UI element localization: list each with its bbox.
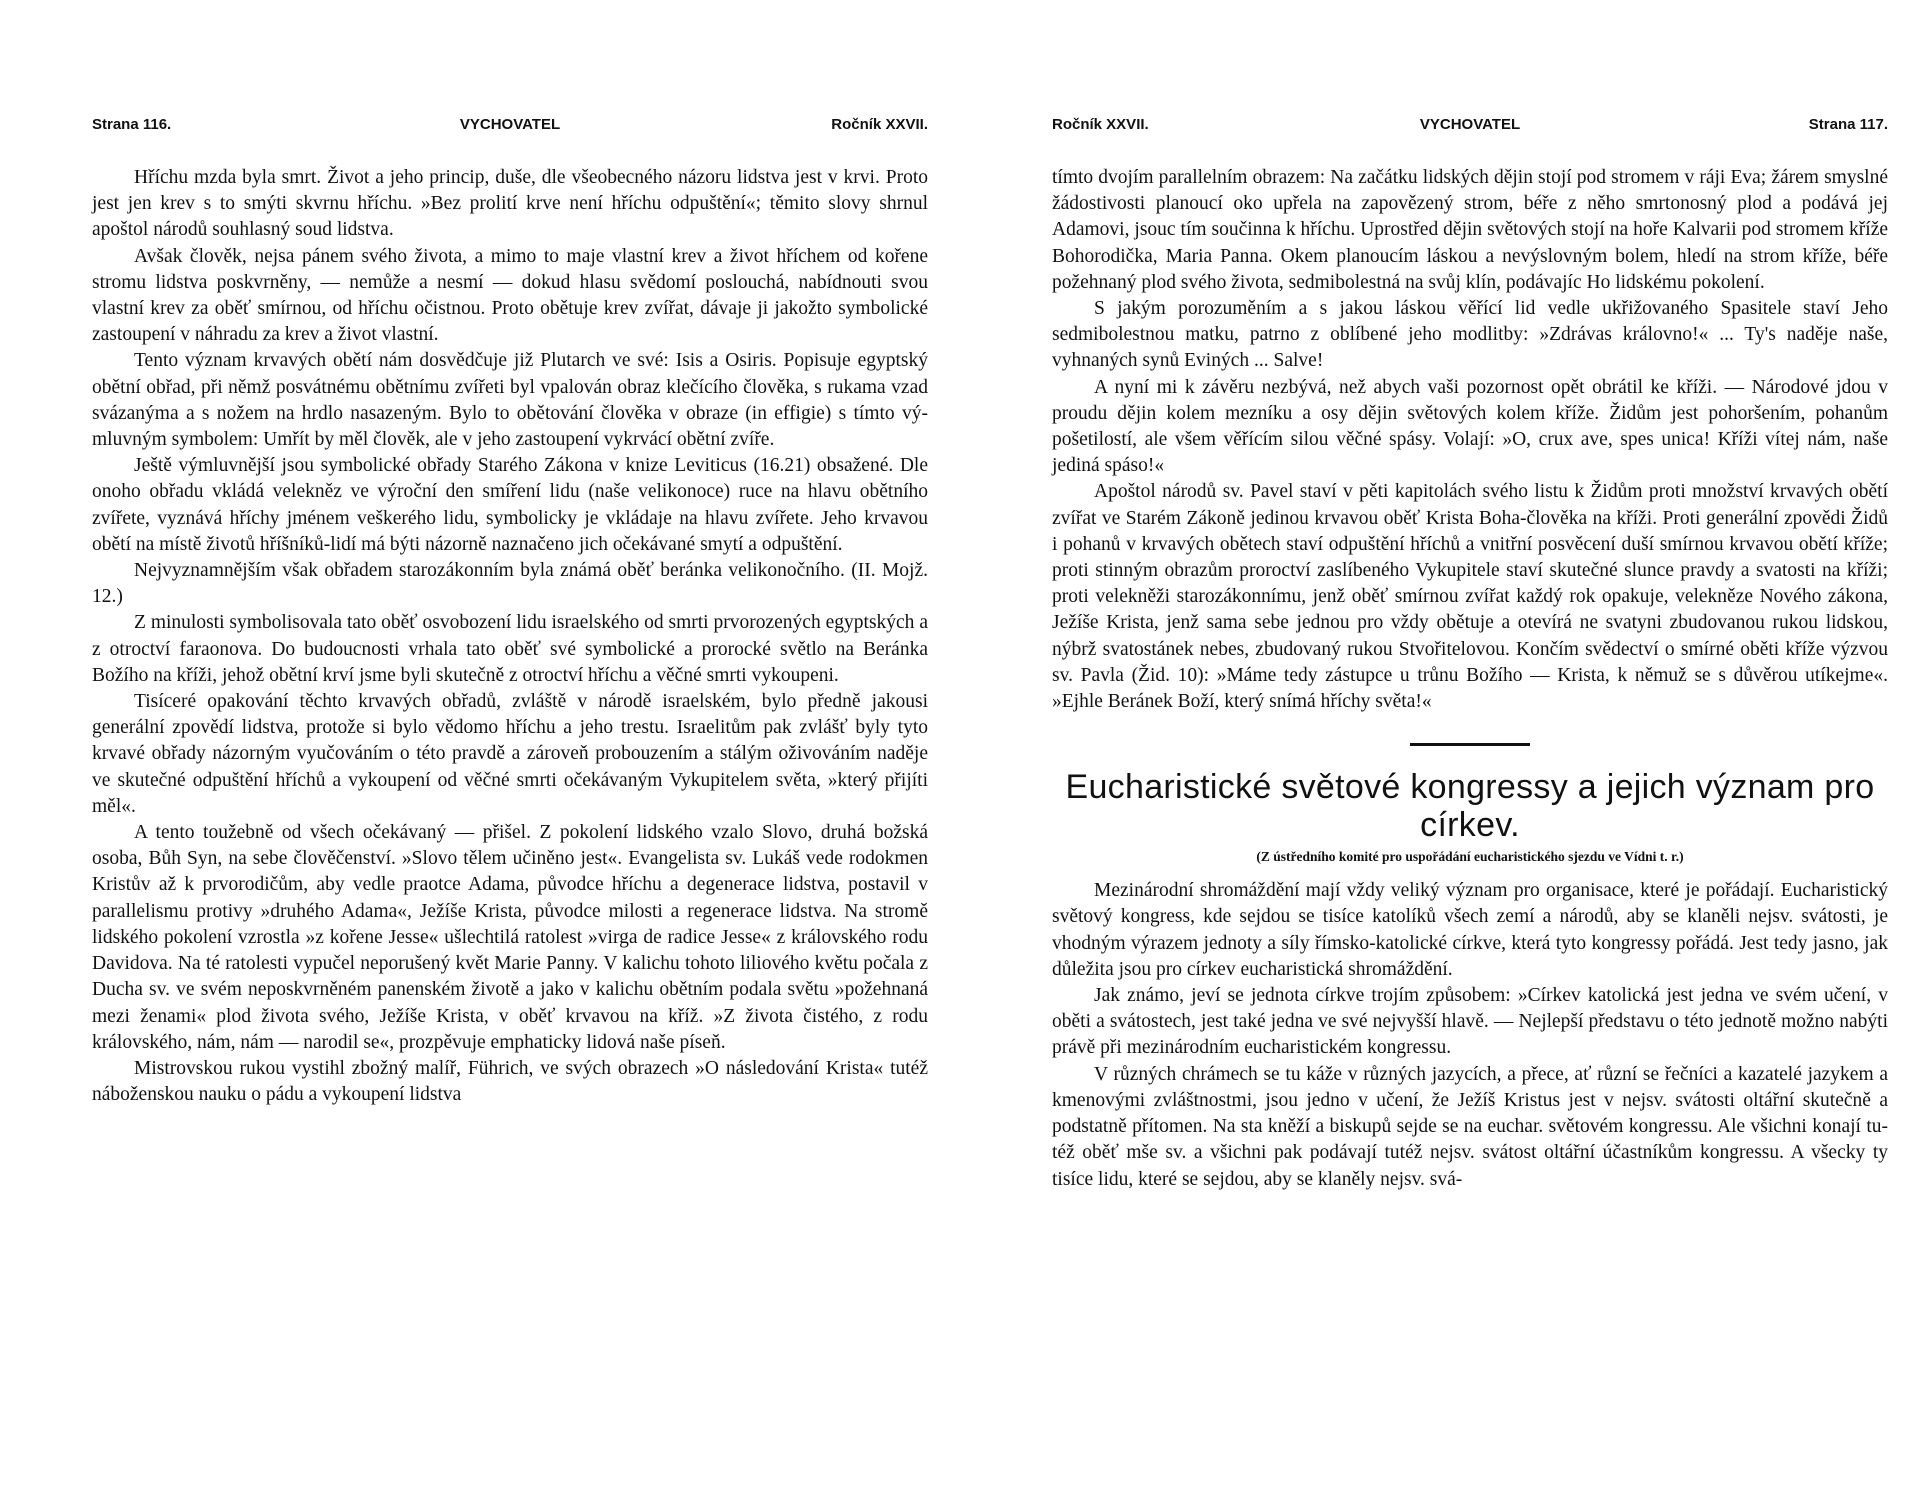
paragraph: Tento význam krvavých obětí nám dosvědčuje již Plutarch ve své: Isis a Osiris. Popisuje egyptský obětní obřad, při němž posvátnému obětnímu zvířeti byl vpalován obraz klečícího člověka, s rukama vzad svázanýma a s nožem na hrdlo nasazeným. Bylo to obětování člověka v obraze (in effigie) s tímto výmluvným symbolem: Umřít by měl člověk, ale v jeho zastoupení vykrvácí obětní zvíře. xyxy=(92,350,928,451)
paragraph: Jak známo, jeví se jednota církve trojím způsobem: »Církev katolická jest jedna ve svém učení, v oběti a svátostech, jest také jedna ve své nejvyšší hlavě. — Nejlepší představu o této jednotě možno nabýti právě při mezinárodním eucharistickém kongressu. xyxy=(1052,985,1888,1059)
running-head-right-page xyxy=(1052,116,1888,138)
article-subtitle: (Z ústředního komité pro uspořádání eucharistického sjezdu ve Vídni t. r.) xyxy=(1256,849,1684,865)
paragraph: Avšak člověk, nejsa pánem svého života, a mimo to maje vlastní krev a život hříchem od kořene stromu lidstva poskvrněny, — nemůže a nesmí — dokud hlasu svědomí poslouchá, nabídnouti svou vlastní krev za oběť smírnou, od hříchu očistnou. Proto obětuje krev zvířat, dávaje ji jakožto symbolické zastoupení v náhradu za krev a život vlastní. xyxy=(92,245,928,346)
volume-label: Ročník XXVII. xyxy=(1052,116,1149,133)
paragraph: A tento toužebně od všech očekávaný — přišel. Z pokolení lidského vzalo Slovo, druhá božská osoba, Bůh Syn, na sebe člověčenství. »Slovo tělem učiněno jest«. Evangelista sv. Lukáš vede rodokmen Kristův až k prvorodičům, aby vedle praotce Adama, původce hříchu a degenerace lidstva, postavil v parallelismu protivy »druhého Adama«, Ježíše Krista, původce milosti a regenerace lidstva. Na stromě lidského pokolení vzrostla »z kořene Jesse« ušlechtilá ratolest »virga de radice Jesse« z královského rodu Davidova. Na té ratolesti vypučel neporušený květ Marie Panny. V kalichu tohoto liliového květu počala z Ducha sv. ve svém neposkvrněném panenském životě a jako v kalichu obětním podala světu »požehnaná mezi ženami« plod života svého, Ježíše Krista, v oběť krvavou na kříž. »Z života čistého, z rodu královského, nám, nám — narodil se«, prozpěvuje emphaticky lidová naše píseň. xyxy=(92,822,928,1053)
paragraph: S jakým porozuměním a s jakou láskou věřící lid vedle ukřižovaného Spasitele staví Jeho sedmibolestnou matku, patrno z oblíbené jeho modlitby: »Zdrávas královno!« ... Ty's naděje naše, vyhnaných synů Eviných ... Salve! xyxy=(1052,298,1888,372)
section-divider xyxy=(1410,743,1530,746)
paragraph: Tisíceré opakování těchto krvavých obřadů, zvláště v národě israelském, bylo předně jakousi generální zpovědí lidstva, protože si bylo vědomo hříchu a jeho trestu. Israelitům pak zvlášť byly tyto krvavé obřady názorným vyučováním o této pravdě a zároveň probouzením a stálým oživováním naděje ve skutečné odpuštění hříchů a vykoupení od věčné smrti očekávaným Vykupitelem světa, »který přijíti měl«. xyxy=(92,691,928,817)
paragraph: Nejvyznamnějším však obřadem starozákonním byla známá oběť beránka velikonočního. (II. Mojž. 12.) xyxy=(92,560,928,608)
left-page xyxy=(70,0,950,1501)
journal-title: VYCHOVATEL xyxy=(459,116,561,133)
article-title: Eucharistické světové kongressy a jejich význam pro církev. xyxy=(1065,768,1875,845)
running-head-left-page xyxy=(92,116,928,138)
paragraph: Z minulosti symbolisovala tato oběť osvobození lidu israelského od smrti prvorozených egyptských a z otroctví faraonova. Do budoucnosti vrhala tato oběť své symbolické a prorocké světlo na Beránka Božího na kříži, jehož obětní krví jsme byli skutečně z otroctví hříchu a věčné smrti vykoupeni. xyxy=(92,612,928,686)
paragraph: Apoštol národů sv. Pavel staví v pěti kapitolách svého listu k Židům proti množství krvavých obětí zvířat ve Starém Zákoně jedinou krvavou oběť Krista Boha-člověka na kříži. Proti generální zpovědi Židů i pohanů v krvavých obětech staví odpuštění hříchů a vnitřní posvěcení duší smírnou krvavou obětí kříže; proti stinným obrazům proroctví zaslíbeného Vykupitele staví skutečné slunce pravdy a svatosti na kříži; proti velekněži starozákonnímu, jenž oběť smírnou zvířat každý rok opakuje, velekněze Nového zákona, Ježíše Krista, jenž sama sebe jednou pro vždy obětuje a otevírá ne svatyni zbudovanou rukou lidskou, nýbrž svatostánek nebes, zbudovaný rukou Stvořitelovou. Končím svědectví o smírné oběti kříže výzvou sv. Pavla (Žid. 10): »Máme tedy zástupce u trůnu Božího — Krista, k němuž se s důvěrou utíkejme«. »Ejhle Beránek Boží, který snímá hříchy světa!« xyxy=(1052,481,1888,713)
right-page-body xyxy=(1052,165,1888,1193)
right-page xyxy=(1030,0,1906,1501)
paragraph: tímto dvojím parallelním obrazem: Na začátku lidských dějin stojí pod stromem v ráji Eva; žárem smyslné žádostivosti planoucí oko upřela na zapovězený strom, béře z něho smrtonosný plod a podává jej Adamovi, jsouc tím součinna k hříchu. Uprostřed dějin světových stojí na hoře Kalvarii pod stromem kříže Bohorodička, Maria Panna. Okem planoucím láskou a nevýslovným bolem, hledí na strom kříže, béře požehnaný plod svého života, sedmibolestná na svůj klín, podávajíc Ho lidskému pokolení. xyxy=(1052,167,1888,293)
page-number: Strana 117. xyxy=(1808,116,1888,133)
paragraph: A nyní mi k závěru nezbývá, než abych vaši pozornost opět obrátil ke kříži. — Národové jdou v proudu dějin kolem mezníku a osy dějin světových kolem kříže. Židům jest pohoršením, pohanům pošetilostí, ale všem věřícím silou věčné spásy. Volají: »O, crux ave, spes unica! Kříži vítej nám, naše jediná spáso!« xyxy=(1052,376,1888,477)
journal-title: VYCHOVATEL xyxy=(1419,116,1521,133)
paragraph: Ještě výmluvnější jsou symbolické obřady Starého Zákona v knize Leviticus (16.21) obsažené. Dle onoho obřadu vkládá velekněz ve výroční den smíření lidu (naše velikonoce) ruce na hlavu obětního zvířete, vyznává hříchy jménem veškerého lidu, symbolicky je vkládaje na hlavu zvířete. Jeho krvavou obětí na místě životů hříšníků-lidí má býti názorně naznačeno jich očekávané smytí a odpuštění. xyxy=(92,455,928,555)
page-number: Strana 116. xyxy=(92,116,172,133)
volume-label: Ročník XXVII. xyxy=(831,116,928,133)
left-page-body xyxy=(92,165,928,1108)
paragraph: Mezinárodní shromáždění mají vždy veliký význam pro organisace, které je pořádají. Eucharistický světový kongress, kde sejdou se tisíce katolíků všech zemí a národů, aby se klaněli nejsv. svátosti, je vhodným výrazem jednoty a síly římsko-katolické církve, která tyto kongressy pořádá. Jest tedy jasno, jak důležita jsou pro církev eucharistická shromáždění. xyxy=(1052,880,1888,980)
paragraph: Mistrovskou rukou vystihl zbožný malíř, Führich, ve svých obrazech »O následování Krista« tutéž náboženskou nauku o pádu a vykoupení lidstva xyxy=(92,1057,928,1106)
paragraph: V různých chrámech se tu káže v různých jazycích, a přece, ať různí se řečníci a kazatelé jazykem a kmenovými zvláštnostmi, jsou jedno v učení, že Ježíš Kristus jest v nejsv. svátosti oltářní skutečně a podstatně přítomen. Na sta kněží a biskupů sejde se na euchar. světovém kongressu. Ale všichni konají tutéž oběť mše sv. a všichni pak podávají tutéž nejsv. svátost oltářní účastníkům kongressu. A všecky ty tisíce lidu, které se sejdou, aby se klaněly nejsv. svá- xyxy=(1052,1063,1888,1190)
paragraph: Hříchu mzda byla smrt. Život a jeho princip, duše, dle všeobecného názoru lidstva jest v krvi. Proto jest jen krev s to smýti skvrnu hříchu. »Bez prolití krve není hříchu odpuštění«; těmito slovy shrnul apoštol národů souhlasný soud lidstva. xyxy=(92,167,928,241)
